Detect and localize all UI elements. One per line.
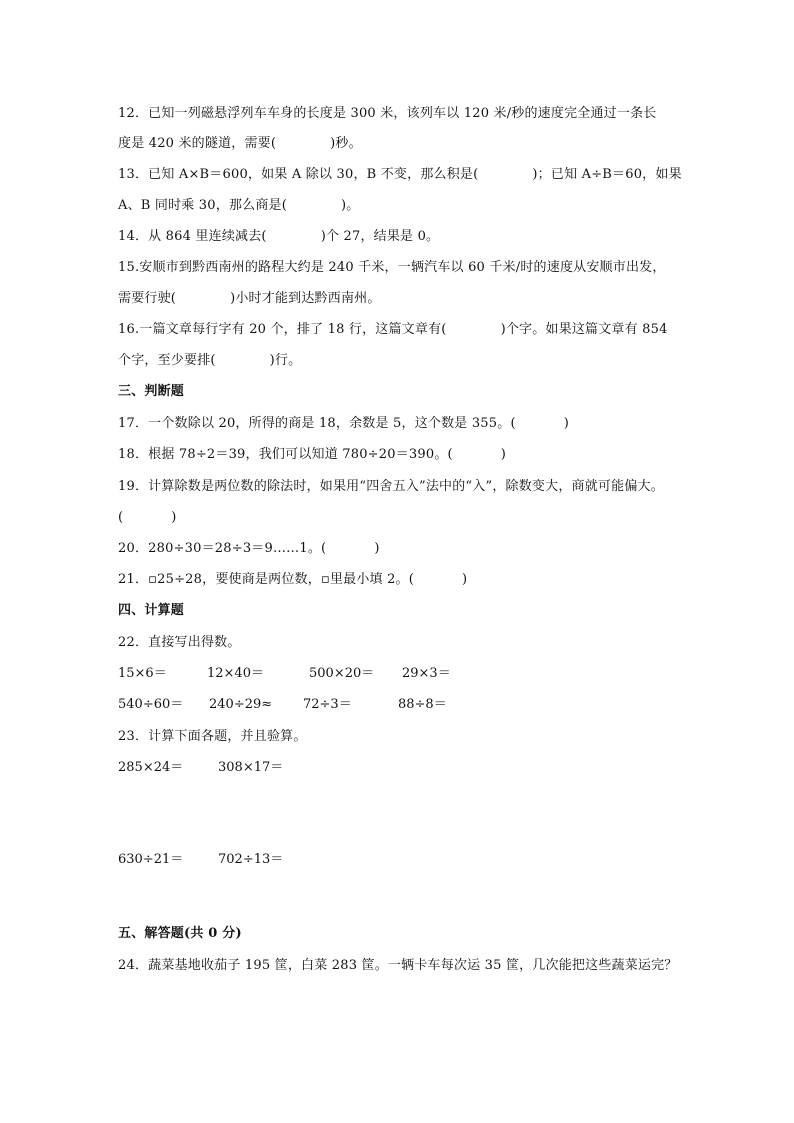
q12-text-end: )秒。 [330,136,362,151]
q23-item: 308×17＝ [218,760,284,775]
q12-line1: 12．已知一列磁悬浮列车车身的长度是 300 米，该列车以 120 米/秒的速度完全通过一条长 [118,106,657,121]
section-heading-solve: 五、解答题(共 0 分) [118,926,242,941]
q13-line1 [118,165,682,185]
q14-text: 14．从 864 里连续减去( [118,229,267,244]
q19-line1: 19．计算除数是两位数的除法时，如果用“四舍五入”法中的“入”，除数变大，商就可能偏大。 [118,479,664,494]
q22-item: 540÷60＝ [118,697,184,712]
q15-text-end: )小时才能到达黔西南州。 [230,291,381,306]
q18-close: ) [500,447,507,462]
q23-row-1 [118,758,418,778]
q17-text: 17．一个数除以 20，所得的商是 18，余数是 5，这个数是 355。( [118,416,516,431]
section-heading-judge: 三、判断题 [118,384,185,399]
q20-text: 20．280÷30＝28÷3＝9……1。( [118,541,327,556]
q24-line: 24．蔬菜基地收茄子 195 筐，白菜 283 筐。一辆卡车每次运 35 筐，几次能把这些蔬菜运完？ [118,958,678,973]
q22-title: 22．直接写出得数。 [118,635,241,650]
q22-item: 88÷8＝ [398,697,447,712]
q22-item: 500×20＝ [309,666,375,681]
q22-item: 29×3＝ [402,666,451,681]
q12-line2 [118,134,362,154]
q13-text2: A、B 同时乘 30，那么商是( [118,198,288,213]
q19-line2 [118,508,177,528]
q21-text: 21．▫25÷28，要使商是两位数，▫里最小填 2。( [118,572,415,587]
q16-text-mid: )个字。如果这篇文章有 854 [500,322,668,337]
q21-line [118,570,467,590]
q16-line1 [118,320,668,340]
q22-item: 72÷3＝ [303,697,352,712]
q23-item: 702÷13＝ [218,852,284,867]
q23-row-2 [118,850,418,870]
q20-line [118,539,380,559]
q14-line [118,227,439,247]
q18-line [118,445,506,465]
q16-text2: 个字，至少要排( [118,353,216,368]
q16-text2-end: )行。 [269,353,302,368]
q20-close: ) [374,541,380,556]
q19-open: ( [118,510,124,525]
q15-line2 [118,289,381,309]
q23-item: 630÷21＝ [118,852,184,867]
q14-text-end: )个 27，结果是 0。 [320,229,440,244]
q15-line1: 15.安顺市到黔西南州的路程大约是 240 千米，一辆汽车以 60 千米/时的速度从安顺市出发， [118,260,666,275]
section-heading-calc: 四、计算题 [118,603,185,618]
q22-row-1 [118,664,538,684]
q22-item: 12×40＝ [207,666,264,681]
q13-line2 [118,196,360,216]
q22-item: 15×6＝ [118,666,167,681]
q21-close: ) [462,572,468,587]
q22-row-2 [118,695,538,715]
q22-item: 240÷29≈ [209,697,273,712]
q16-text: 16.一篇文章每行字有 20 个，排了 18 行，这篇文章有( [118,322,447,337]
q13-text: 13．已知 A×B＝600，如果 A 除以 30，B 不变，那么积是( [118,167,479,182]
q16-line2 [118,351,301,371]
q23-title: 23．计算下面各题，并且验算。 [118,729,307,744]
q12-text: 度是 420 米的隧道，需要( [118,136,277,151]
q19-close: ) [171,510,177,525]
q15-text: 需要行驶( [118,291,177,306]
q18-text: 18．根据 78÷2＝39，我们可以知道 780÷20＝390。( [118,447,453,462]
q13-text-mid: )；已知 A÷B＝60，如果 [532,167,682,182]
q17-line [118,414,569,434]
q13-text2-end: )。 [341,198,360,213]
q23-item: 285×24＝ [118,760,184,775]
q17-close: ) [563,416,569,431]
